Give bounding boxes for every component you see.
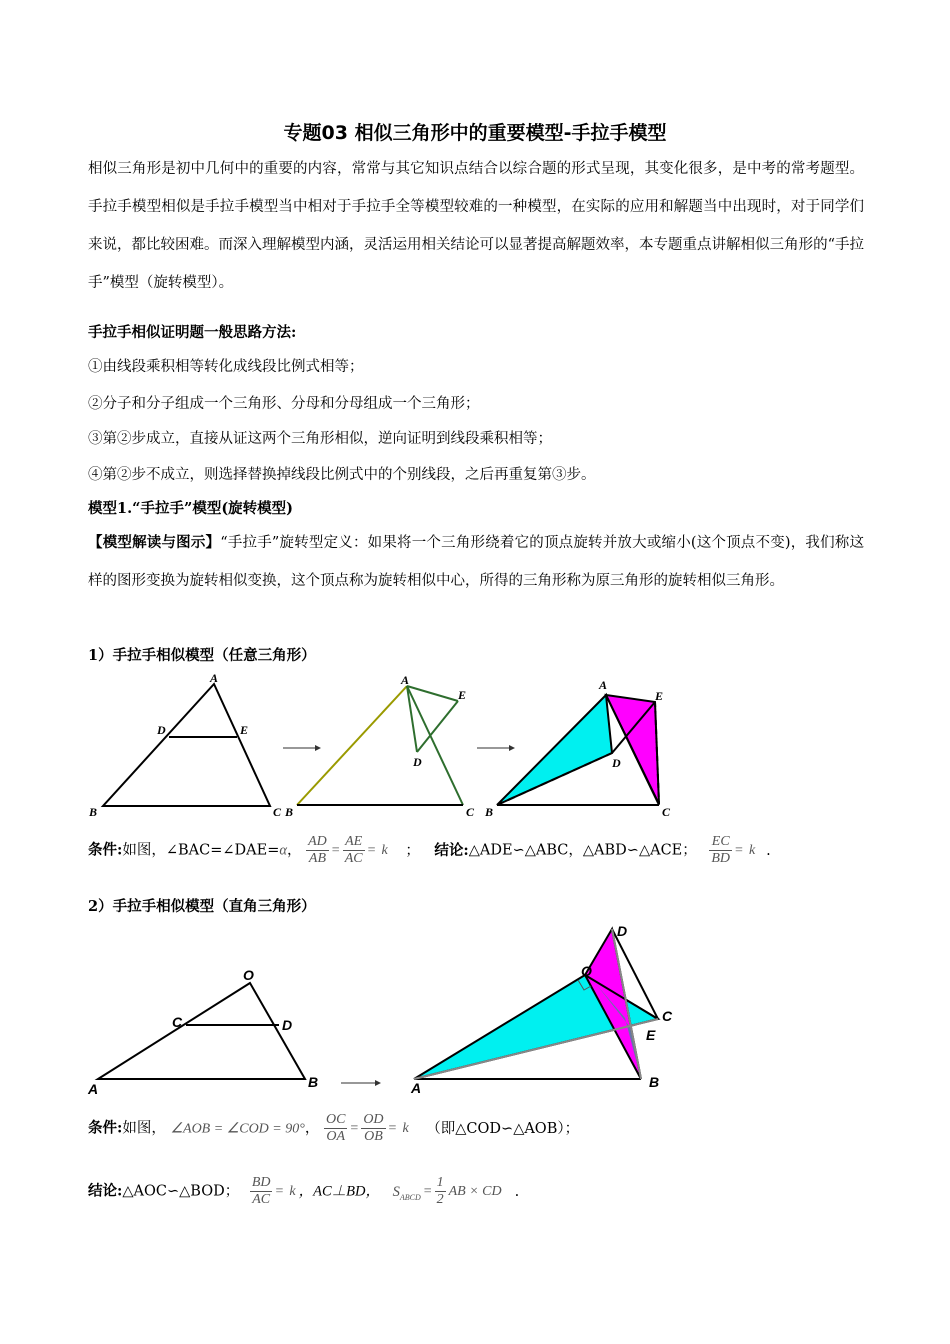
label-d: D [617,923,628,939]
fraction-od-ob: $\frac{OD}{OB}$ [363,1112,384,1144]
label-d: D [413,755,422,769]
figure-1b [284,673,475,819]
concl-text: △AOC∽△BOD； [122,1183,240,1200]
label-a: A [599,678,608,692]
model-explain [88,524,864,600]
sub1-heading: 1）手拉手相似模型（任意三角形） [88,647,316,664]
label-e: E [240,723,249,737]
cond-label: 条件: [88,1119,123,1137]
area-formula: $S_{ABCD}$ [392,1183,421,1202]
label-o: O [243,967,254,983]
fraction-ad-ab: $\frac{AD}{AB}$ [308,834,327,866]
arrow-3 [341,1080,381,1086]
model-explain-text: “手拉手”旋转型定义：如果将一个三角形绕着它的顶点旋转并放大或缩小(这个顶点不变)，我们称这样的图形变换为旋转相似变换，这个顶点称为旋转相似中心，所得的三角形称为原三角形的旋转相似三角形。 [88,535,865,589]
triangle-abc [103,684,270,806]
concl-label: 结论: [434,841,469,859]
label-d: D [612,756,621,770]
method-step-1: ①由线段乘积相等转化成线段比例式相等； [88,359,364,375]
figure-1a [88,671,282,819]
fraction-half: $\frac{1}{2}$ [436,1175,444,1207]
label-c: C [172,1014,183,1030]
sub1-condition: 条件:如图，∠BAC=∠DAE=α， $\frac{AD}{AB}$ = $\frac{AE}{AC}$ = k ； 结论:△ADE∽△ABC，△ABD∽△ACE； $\frac{EC}{BD}$ = k . [88,834,771,866]
angle-equation: ∠AOB = ∠COD = 90° [170,1121,305,1137]
fraction-oc-oa: $\frac{OC}{OA}$ [325,1112,346,1144]
cond-tail: （即△COD∽△AOB）； [426,1120,580,1137]
label-b: B [285,805,294,819]
label-d: D [282,1017,293,1033]
concl-text: △ADE∽△ABC，△ABD∽△ACE； [468,842,697,859]
figure-2-set [85,920,705,1105]
cond-text: 如图，∠BAC=∠DAE= [122,842,280,859]
arrow-2 [477,745,515,751]
intro-paragraph [88,150,864,302]
label-b: B [89,805,98,819]
figure-2a [87,967,318,1097]
label-b: B [485,805,494,819]
cond-text: 如图， [122,1120,166,1137]
label-a: A [88,1081,99,1097]
label-a: A [401,673,410,687]
label-e: E [646,1027,656,1043]
cond-label: 条件: [88,841,123,859]
label-c: C [466,805,475,819]
sub2-heading: 2）手拉手相似模型（直角三角形） [88,898,316,915]
sub2-conclusion: 结论:△AOC∽△BOD； $\frac{BD}{AC}$ = k ，AC⊥BD， $S_{ABCD}$ = $\frac{1}{2}$ AB × CD . [88,1175,520,1207]
label-e: E [458,688,467,702]
fraction-ae-ac: $\frac{AE}{AC}$ [344,834,363,866]
page-title: 专题03 相似三角形中的重要模型-手拉手模型 [283,122,667,144]
perpendicular-text: ，AC⊥BD， [298,1183,380,1200]
segment-ae [407,686,458,701]
label-c: C [662,1008,673,1024]
label-c: C [662,805,671,819]
method-step-4: ④第②步不成立，则选择替换掉线段比例式中的个别线段，之后再重复第③步。 [88,467,596,483]
model-explain-label: 【模型解读与图示】 [88,534,221,551]
segment-de [417,701,458,752]
label-a: A [411,1080,422,1096]
label-d: D [157,723,166,737]
label-b: B [649,1074,660,1090]
triangle-aob [98,983,305,1079]
label-b: B [308,1074,319,1090]
segment-ab [297,686,407,805]
alpha-symbol: α [279,842,287,859]
method-heading: 手拉手相似证明题一般思路方法: [88,324,297,341]
triangle-abd [497,695,612,805]
arrow-1 [283,745,321,751]
fraction-ec-bd: $\frac{EC}{BD}$ [711,834,731,866]
figure-1-set [85,670,685,822]
concl-label: 结论: [88,1182,123,1200]
method-step-3: ③第②步成立，直接从证这两个三角形相似，逆向证明到线段乘积相等； [88,431,552,447]
figure-2b [410,923,673,1096]
fraction-bd-ac: $\frac{BD}{AC}$ [251,1175,271,1207]
label-a: A [210,671,219,685]
sub2-condition: 条件:如图， ∠AOB = ∠COD = 90°， $\frac{OC}{OA}$ = $\frac{OD}{OB}$ = k （即△COD∽△AOB）； [88,1112,580,1144]
label-o: O [581,963,592,979]
method-step-2: ②分子和分子组成一个三角形、分母和分母组成一个三角形； [88,396,480,412]
intro-text: 相似三角形是初中几何中的重要的内容，常常与其它知识点结合以综合题的形式呈现，其变化很多，是中考的常考题型。手拉手模型相似是手拉手模型当中相对于手拉手全等模型较难的一种模型，在实际的应用和解题当中出现时，对于同学们来说，都比较困难。而深入理解模型内涵，灵活运用相关结论可以显著提高解题效率，本专题重点讲解相似三角形的“手拉手”模型（旋转模型）。 [88,161,864,291]
label-e: E [655,689,664,703]
model1-heading: 模型1.“手拉手”模型(旋转模型) [88,500,294,517]
label-c: C [273,805,282,819]
